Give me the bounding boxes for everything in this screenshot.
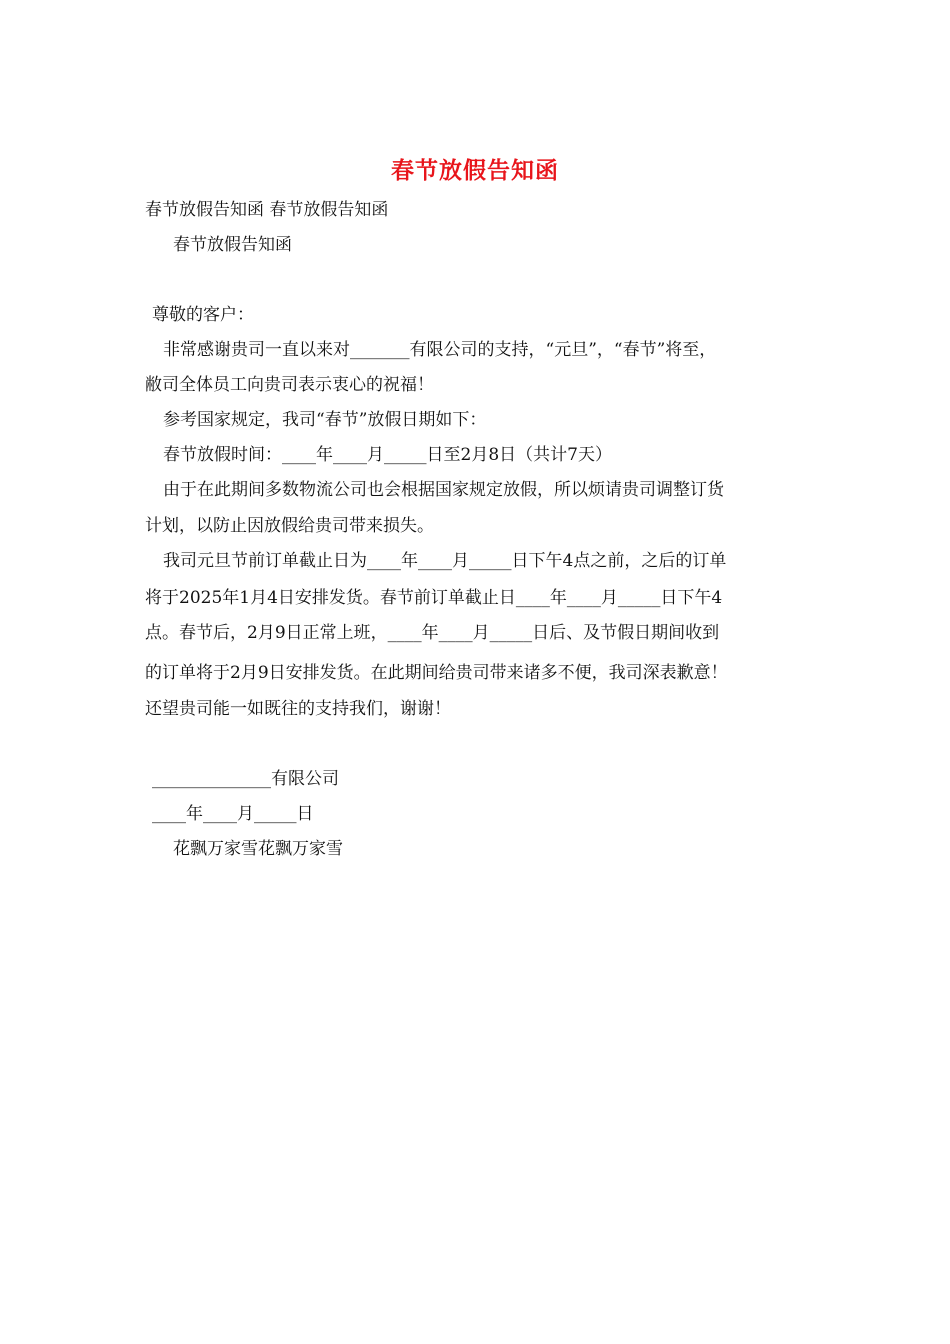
signature-company: ______________有限公司	[152, 769, 339, 789]
footer-text: 花飘万家雪花飘万家雪	[173, 839, 343, 859]
subtitle-indented: 春节放假告知函	[173, 235, 292, 255]
body-line: 敝司全体员工向贵司表示衷心的祝福！	[145, 375, 434, 395]
body-line: 的订单将于2月9日安排发货。在此期间给贵司带来诸多不便，我司深表歉意！	[145, 663, 728, 683]
body-line: 还望贵司能一如既往的支持我们，谢谢！	[145, 699, 451, 719]
body-line: 参考国家规定，我司“春节”放假日期如下：	[163, 410, 487, 430]
body-line: 点。春节后，2月9日正常上班，____年____月_____日后、及节假日期间收到	[145, 623, 720, 643]
body-line: 由于在此期间多数物流公司也会根据国家规定放假，所以烦请贵司调整订货	[163, 480, 724, 500]
document-title: 春节放假告知函	[391, 157, 559, 184]
body-line: 计划，以防止因放假给贵司带来损失。	[145, 516, 434, 536]
body-line: 春节放假时间：____年____月_____日至2月8日（共计7天）	[163, 445, 612, 465]
subtitle-line: 春节放假告知函 春节放假告知函	[145, 200, 389, 220]
body-line: 非常感谢贵司一直以来对_______有限公司的支持，“元旦”，“春节”将至，	[163, 340, 717, 360]
body-line: 我司元旦节前订单截止日为____年____月_____日下午4点之前，之后的订单	[163, 551, 727, 571]
signature-date: ____年____月_____日	[152, 804, 314, 824]
body-line: 将于2025年1月4日安排发货。春节前订单截止日____年____月_____日下午4	[145, 588, 723, 608]
salutation: 尊敬的客户：	[152, 305, 254, 325]
